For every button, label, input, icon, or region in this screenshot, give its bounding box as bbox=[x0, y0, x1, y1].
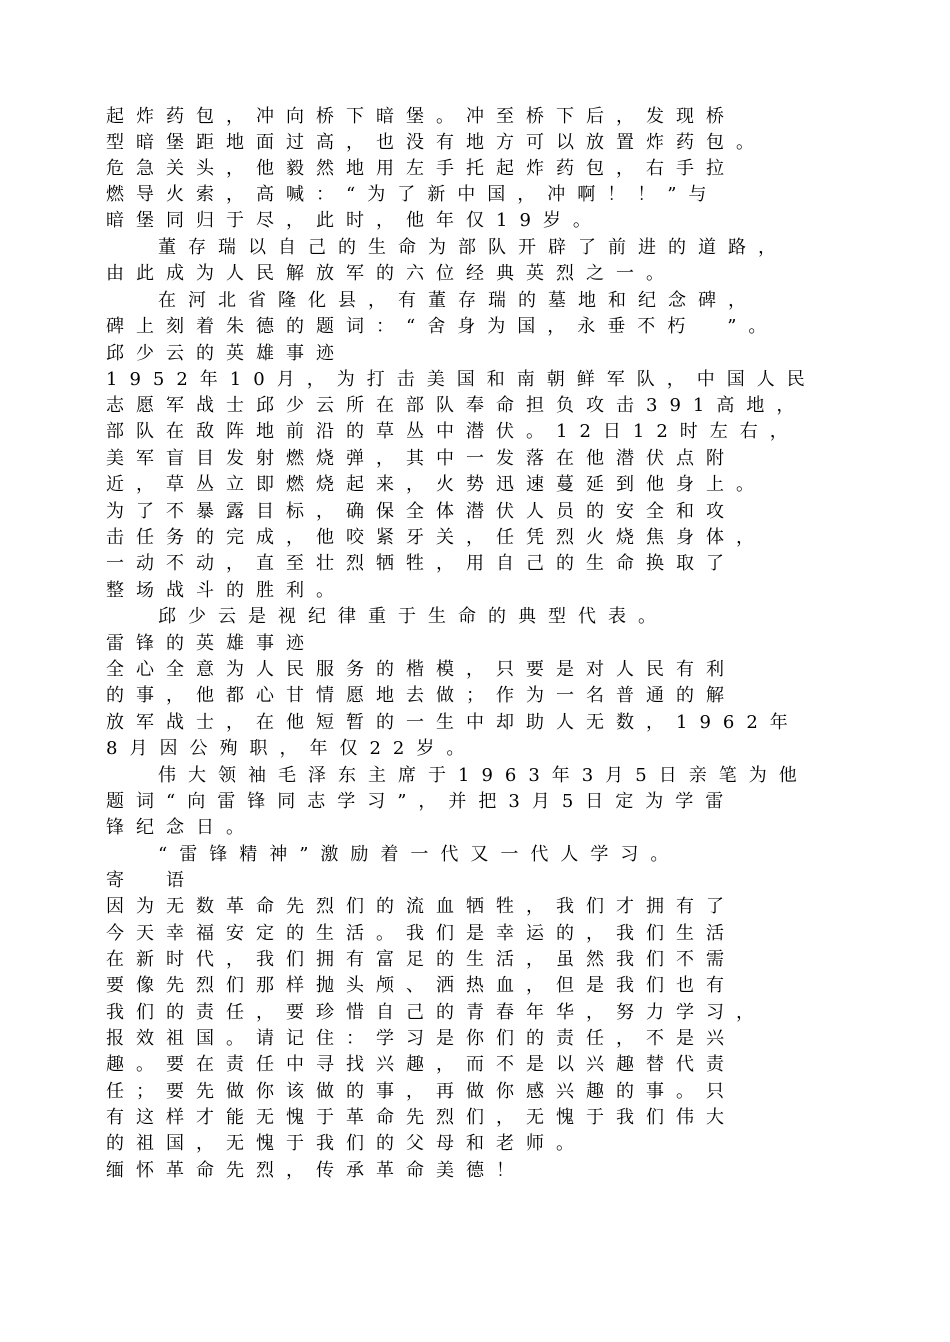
text-line: 一动不动，直至壮烈牺牲，用自己的生命换取了 bbox=[106, 553, 736, 574]
text-line: 邱少云是视纪律重于生命的典型代表。 bbox=[158, 606, 668, 627]
text-line: 美军盲目发射燃烧弹，其中一发落在他潜伏点附 bbox=[106, 448, 736, 469]
text-line: 的事，他都心甘情愿地去做；作为一名普通的解 bbox=[106, 685, 736, 706]
text-line: 起炸药包，冲向桥下暗堡。冲至桥下后，发现桥 bbox=[106, 106, 736, 127]
text-line: 暗堡同归于尽，此时，他年仅19岁。 bbox=[106, 210, 603, 231]
text-line: 的祖国，无愧于我们的父母和老师。 bbox=[106, 1133, 586, 1154]
text-line: 型暗堡距地面过高，也没有地方可以放置炸药包。 bbox=[106, 132, 766, 153]
text-line: 要像先烈们那样抛头颅、洒热血，但是我们也有 bbox=[106, 975, 736, 996]
text-line: 击任务的完成，他咬紧牙关，任凭烈火烧焦身体， bbox=[106, 527, 766, 548]
text-line: 危急关头，他毅然地用左手托起炸药包，右手拉 bbox=[106, 158, 736, 179]
text-line: 近，草丛立即燃烧起来，火势迅速蔓延到他身上。 bbox=[106, 474, 766, 495]
text-line: 任；要先做你该做的事，再做你感兴趣的事。只 bbox=[106, 1081, 736, 1102]
section-heading-lei: 雷锋的英雄事迹 bbox=[106, 633, 316, 654]
text-line: 锋纪念日。 bbox=[106, 817, 256, 838]
text-line: 1952年10月，为打击美国和南朝鲜军队，中国人民 bbox=[106, 369, 817, 390]
text-line: 燃导火索，高喊：“为了新中国，冲啊！！”与 bbox=[106, 184, 719, 205]
text-line: 全心全意为人民服务的楷模，只要是对人民有利 bbox=[106, 659, 736, 680]
text-line: 部队在敌阵地前沿的草丛中潜伏。12日12时左右， bbox=[106, 421, 800, 442]
text-line: 因为无数革命先烈们的流血牺牲，我们才拥有了 bbox=[106, 896, 736, 917]
text-line: 我们的责任，要珍惜自己的青春年华，努力学习， bbox=[106, 1002, 766, 1023]
text-line: 在新时代，我们拥有富足的生活，虽然我们不需 bbox=[106, 949, 736, 970]
text-line: 志愿军战士邱少云所在部队奉命担负攻击391高地， bbox=[106, 395, 807, 416]
text-line: 由此成为人民解放军的六位经典英烈之一。 bbox=[106, 263, 676, 284]
text-line: 碑上刻着朱德的题词：“舍身为国，永垂不朽 ”。 bbox=[106, 316, 779, 337]
text-line: 在河北省隆化县，有董存瑞的墓地和纪念碑， bbox=[158, 290, 758, 311]
text-line: 趣。要在责任中寻找兴趣，而不是以兴趣替代责 bbox=[106, 1054, 736, 1075]
section-heading-message: 寄 语 bbox=[106, 870, 196, 891]
text-line: 有这样才能无愧于革命先烈们，无愧于我们伟大 bbox=[106, 1107, 736, 1128]
text-line: 放军战士，在他短暂的一生中却助人无数，1962年 bbox=[106, 712, 800, 733]
text-line: “雷锋精神”激励着一代又一代人学习。 bbox=[158, 844, 681, 865]
text-line: 今天幸福安定的生活。我们是幸运的，我们生活 bbox=[106, 923, 736, 944]
text-line: 报效祖国。请记住：学习是你们的责任，不是兴 bbox=[106, 1028, 736, 1049]
text-line: 题词“向雷锋同志学习”，并把3月5日定为学雷 bbox=[106, 791, 736, 812]
section-heading-qiu: 邱少云的英雄事迹 bbox=[106, 343, 346, 364]
text-line: 整场战斗的胜利。 bbox=[106, 580, 346, 601]
text-line: 8月因公殉职，年仅22岁。 bbox=[106, 738, 477, 759]
closing-line: 缅怀革命先烈，传承革命美德！ bbox=[106, 1160, 526, 1181]
text-line: 董存瑞以自己的生命为部队开辟了前进的道路， bbox=[158, 237, 788, 258]
text-line: 为了不暴露目标，确保全体潜伏人员的安全和攻 bbox=[106, 501, 736, 522]
text-line: 伟大领袖毛泽东主席于1963年3月5日亲笔为他 bbox=[158, 765, 809, 786]
